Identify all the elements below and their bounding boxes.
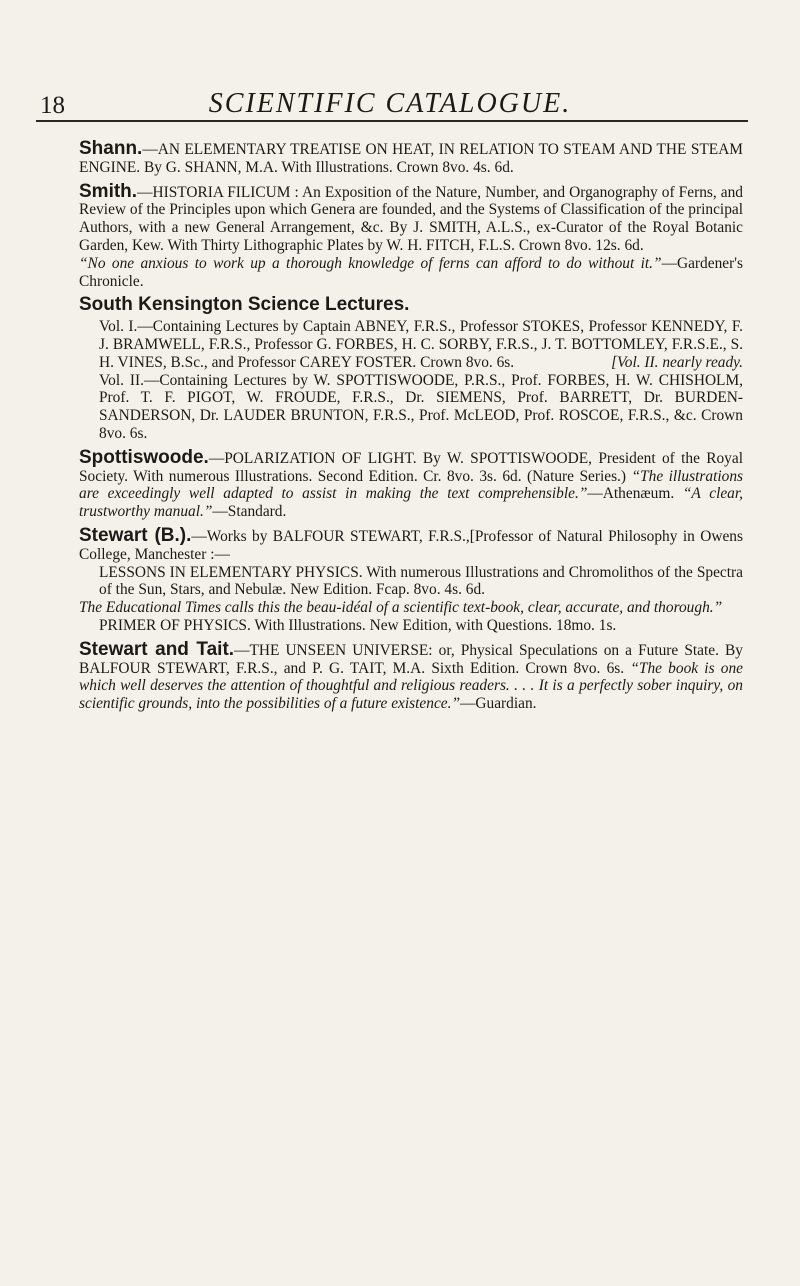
header-rule	[36, 120, 748, 122]
review-source: —Athenæum.	[587, 485, 675, 503]
entry-author: Spottiswoode.	[79, 446, 209, 468]
entry-author: Stewart and Tait.	[79, 638, 235, 660]
section-heading: South Kensington Science Lectures.	[79, 294, 410, 316]
entry-stewart-tait	[79, 638, 743, 713]
volume-note: [Vol. II. nearly ready.	[611, 353, 743, 371]
review-source: —Guardian.	[460, 695, 537, 713]
entry-text: —POLARIZATION OF LIGHT. By W. SPOTTISWOODE, President of the Royal Society. With numerous Illustrations. Second Edition. Cr. 8vo. 3s. 6d. (Nature Series.)	[79, 449, 743, 485]
running-title: SCIENTIFIC CATALOGUE.	[208, 88, 572, 119]
review-quote: The Educational Times calls this the beau-idéal of a scientific text-book, clear, accurate, and thorough.”	[79, 599, 723, 617]
entry-author: Smith.	[79, 180, 138, 202]
volume-two-text: Vol. II.—Containing Lectures by W. SPOTTISWOODE, P.R.S., Prof. FORBES, H. W. CHISHOLM, Prof. T. F. PIGOT, W. FROUDE, F.R.S., Dr. SIEMENS, Prof. BARRETT, Dr. BURDEN-SANDERSON, Dr. LAUDER BRUNTON, F.R.S., Prof. McLEOD, Prof. ROSCOE, F.R.S., &c. Crown 8vo. 6s.	[99, 371, 743, 442]
review-quote: “The illustrations are exceedingly well adapted to assist in making the text comprehensible.”	[79, 467, 743, 503]
entry-smith	[79, 180, 743, 291]
primer-text: PRIMER OF PHYSICS. With Illustrations. New Edition, with Questions. 18mo. 1s.	[99, 616, 617, 634]
entry-spottiswoode	[79, 446, 744, 521]
review-source: —Standard.	[212, 503, 287, 521]
lessons-text: LESSONS IN ELEMENTARY PHYSICS. With numerous Illustrations and Chromolithos of the Spectra of the Sun, Stars, and Nebulæ. New Edition. Fcap. 8vo. 4s. 6d.	[99, 563, 743, 599]
volume-one-text: Vol. I.—Containing Lectures by Captain ABNEY, F.R.S., Professor STOKES, Professor KENNEDY, F. J. BRAMWELL, F.R.S., Professor G. FORBES, H. C. SORBY, F.R.S., J. T. BOTTOMLEY, F.R.S.E., S. H. VINES, B.Sc., and Professor CAREY FOSTER. Crown 8vo. 6s.	[99, 318, 743, 371]
review-source: —Gardener's Chronicle.	[79, 254, 743, 290]
entry-text: —Works by BALFOUR STEWART, F.R.S.,[Professor of Natural Philosophy in Owens College, Manchester :—	[79, 527, 743, 563]
page-number: 18	[40, 92, 65, 119]
entry-stewart	[79, 524, 743, 635]
entry-author: Shann.	[79, 138, 143, 159]
review-quote: “A clear, trustworthy manual.”	[79, 485, 744, 521]
entry-text: —THE UNSEEN UNIVERSE: or, Physical Speculations on a Future State. By BALFOUR STEWART, F.R.S., and P. G. TAIT, M.A. Sixth Edition. Crown 8vo. 6s.	[79, 641, 743, 677]
review-quote: “No one anxious to work up a thorough knowledge of ferns can afford to do without it.”	[79, 254, 662, 272]
entry-south-kensington	[79, 296, 743, 442]
page-header	[40, 72, 740, 120]
review-quote: “The book is one which well deserves the attention of thoughtful and religious readers. . . . It is a perfectly sober inquiry, on scientific grounds, into the possibilities of a future existence.”	[79, 659, 743, 713]
entry-shann	[79, 140, 743, 177]
entry-text: —HISTORIA FILICUM : An Exposition of the Nature, Number, and Organography of Ferns, and Review of the Principles upon which Genera are founded, and the Systems of Classification of the principal Authors, with a new General Arrangement, &c. By J. SMITH, A.L.S., ex-Curator of the Royal Botanic Garden, Kew. With Thirty Lithographic Plates by W. H. FITCH, F.L.S. Crown 8vo. 12s. 6d.	[79, 183, 743, 254]
entry-author: Stewart (B.).	[79, 524, 192, 546]
catalogue-content	[79, 140, 743, 719]
entry-text: —AN ELEMENTARY TREATISE ON HEAT, IN RELATION TO STEAM AND THE STEAM ENGINE. By G. SHANN, M.A. With Illustrations. Crown 8vo. 4s. 6d.	[79, 141, 743, 176]
